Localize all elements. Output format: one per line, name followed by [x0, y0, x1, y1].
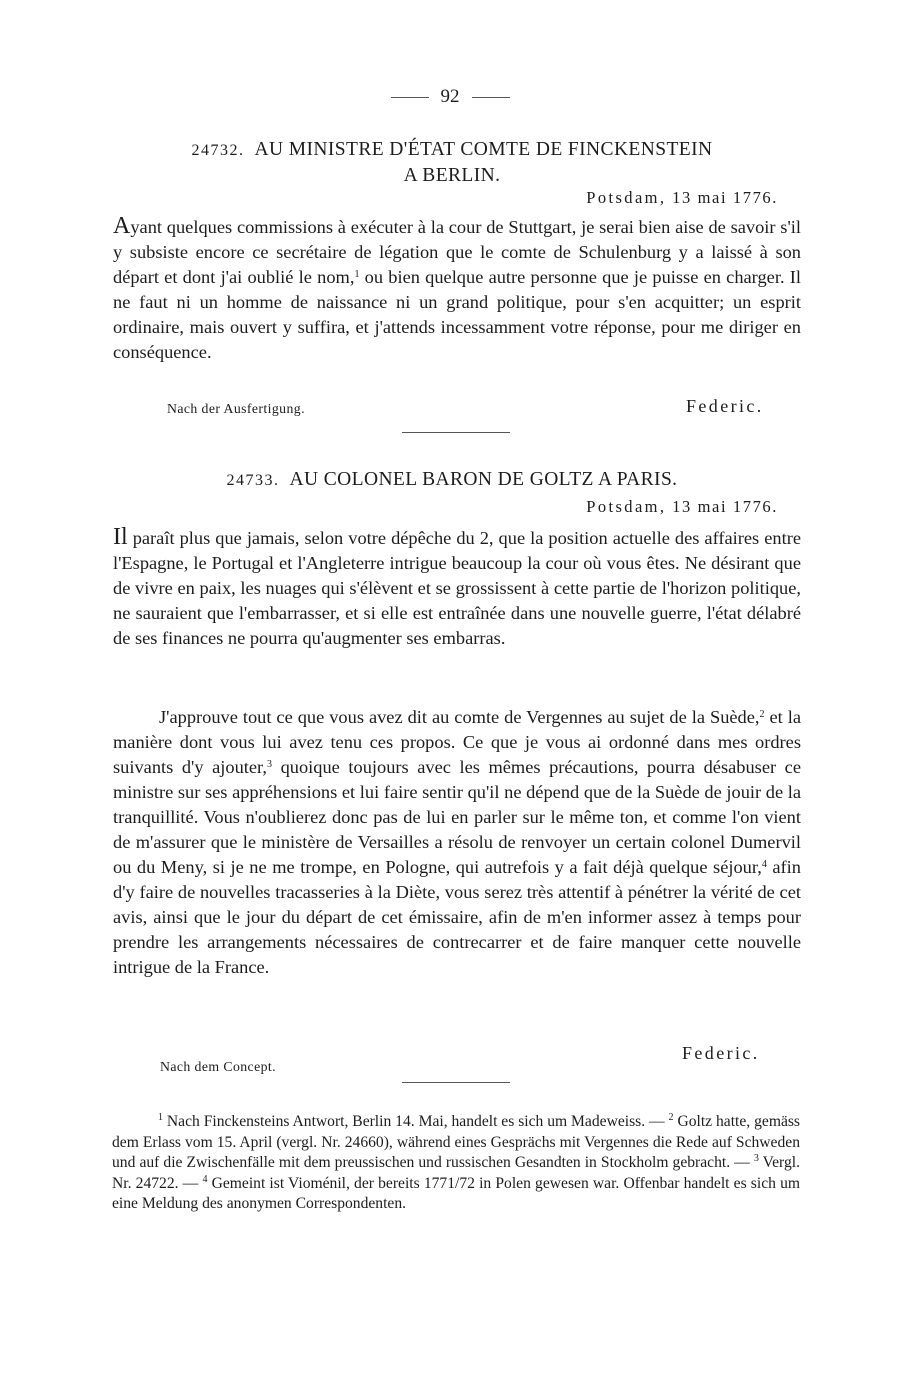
letter-dateline: [586, 188, 778, 208]
page-header: [0, 86, 900, 108]
letter-heading: [112, 467, 792, 493]
footnote-marker: 2: [668, 1112, 674, 1123]
footnote-marker: 3: [753, 1153, 759, 1164]
footnote-text: Vergl. Nr. 24722. —: [112, 1154, 800, 1192]
source-note: Nach dem Concept.: [160, 1059, 276, 1074]
header-dash-left: [391, 97, 429, 98]
section-divider: [402, 432, 510, 433]
letter-body-paragraph: Il paraît plus que jamais, selon votre dépêche du 2, que la position actuelle des affaires entre l'Espagne, le Portugal et l'Angleterre intrigue beaucoup la cour où vous êtes. Ne désirant que de vivre en paix, les nuages qui s'élèvent et se grossissent à cette partie de l'horizon politique, ne sauraient que l'embarrasser, et si elle est entraînée dans une nouvelle guerre, l'état délabré de ses finances ne pourra qu'augmenter ses embarras.: [113, 524, 801, 648]
footnote-marker: 4: [202, 1173, 208, 1185]
letter-body-paragraph: Ayant quelques commissions à exécuter à la cour de Stuttgart, je serai bien aise de savoir s'il y subsiste encore ce secrétaire de légation que le comte de Schulenburg y a laissé à son départ et dont j'ai oublié le nom,$^1$ ou bien quelque autre personne que je puisse en charger. Il ne faut ni un homme de naissance ni un grand politique, pour s'en acquitter; un esprit ordinaire, mais ouvert y suffira, et j'attends incessamment votre réponse, pour me diriger en conséquence.: [113, 213, 801, 362]
letter-number: 24733.: [226, 472, 280, 489]
letter-date: 13 mai 1776.: [672, 188, 778, 207]
page-number: 92: [440, 86, 460, 107]
letter-recipient-location: A BERLIN.: [403, 165, 501, 186]
letter-date: 13 mai 1776.: [672, 497, 778, 516]
footnote-ref: 1: [354, 269, 360, 280]
source-note: Nach der Ausfertigung.: [167, 401, 305, 416]
letter-heading: [112, 137, 792, 188]
footnote-ref: 2: [759, 709, 765, 720]
footnote-ref: 3: [267, 759, 273, 770]
footnote-text: Gemeint ist Vioménil, der bereits 1771/72 in Polen gewesen war. Offenbar handelt es sich um eine Meldung des anonymen Correspondenten.: [112, 1174, 800, 1212]
letter-number: 24732.: [191, 142, 245, 159]
letter-dateline: [586, 497, 778, 517]
letter-place: Potsdam,: [586, 188, 667, 207]
footnotes: [112, 1112, 800, 1215]
initial-letter: Il: [113, 524, 128, 550]
footnote-divider: [402, 1082, 510, 1083]
signature: Federic.: [686, 396, 764, 416]
footnote-text: Goltz hatte, gemäss dem Erlass vom 15. April (vergl. Nr. 24660), während eines Gesprächs mit Vergennes die Rede auf Schweden und auf die Zwischenfälle mit dem preussischen und russischen Gesandten in Stockholm gebracht. —: [112, 1113, 801, 1171]
letter-recipient: AU COLONEL BARON DE GOLTZ A PARIS.: [289, 469, 678, 490]
header-dash-right: [472, 97, 510, 98]
signature: Federic.: [682, 1043, 760, 1063]
footnote-text: Nach Finckensteins Antwort, Berlin 14. Mai, handelt es sich um Madeweiss. —: [163, 1113, 669, 1130]
letter-place: Potsdam,: [586, 497, 667, 516]
footnote-ref: 4: [761, 859, 767, 870]
letter-recipient: AU MINISTRE D'ÉTAT COMTE DE FINCKENSTEIN: [254, 139, 713, 160]
letter-body-paragraph: J'approuve tout ce que vous avez dit au comte de Vergennes au sujet de la Suède,$^2$ et la manière dont vous lui avez tenu ces propos. Ce que je vous ai ordonné dans mes ordres suivants d'y ajouter,$^3$ quoique toujours avec les mêmes précautions, pourra désabuser ce ministre sur ses appréhensions et lui faire sentir qu'il ne dépend que de la Suède de jouir de la tranquillité. Vous n'oublierez donc pas de lui en parler sur le même ton, et comme l'on vient de m'assurer que le ministère de Versailles a résolu de renvoyer un certain colonel Dumervil ou du Meny, si je ne me trompe, en Pologne, qui autrefois y a fait déjà quelque séjour,$^4$ afin d'y faire de nouvelles tracasseries à la Diète, vous serez très attentif à pénétrer la vérité de cet avis, ainsi que le jour du départ de cet émissaire, afin de m'en informer assez à temps pour prendre les arrangements nécessaires de contrecarrer et de faire manquer cette nouvelle intrigue de la France.: [113, 707, 801, 977]
initial-letter: A: [113, 213, 131, 239]
footnote-marker: 1: [158, 1112, 163, 1123]
